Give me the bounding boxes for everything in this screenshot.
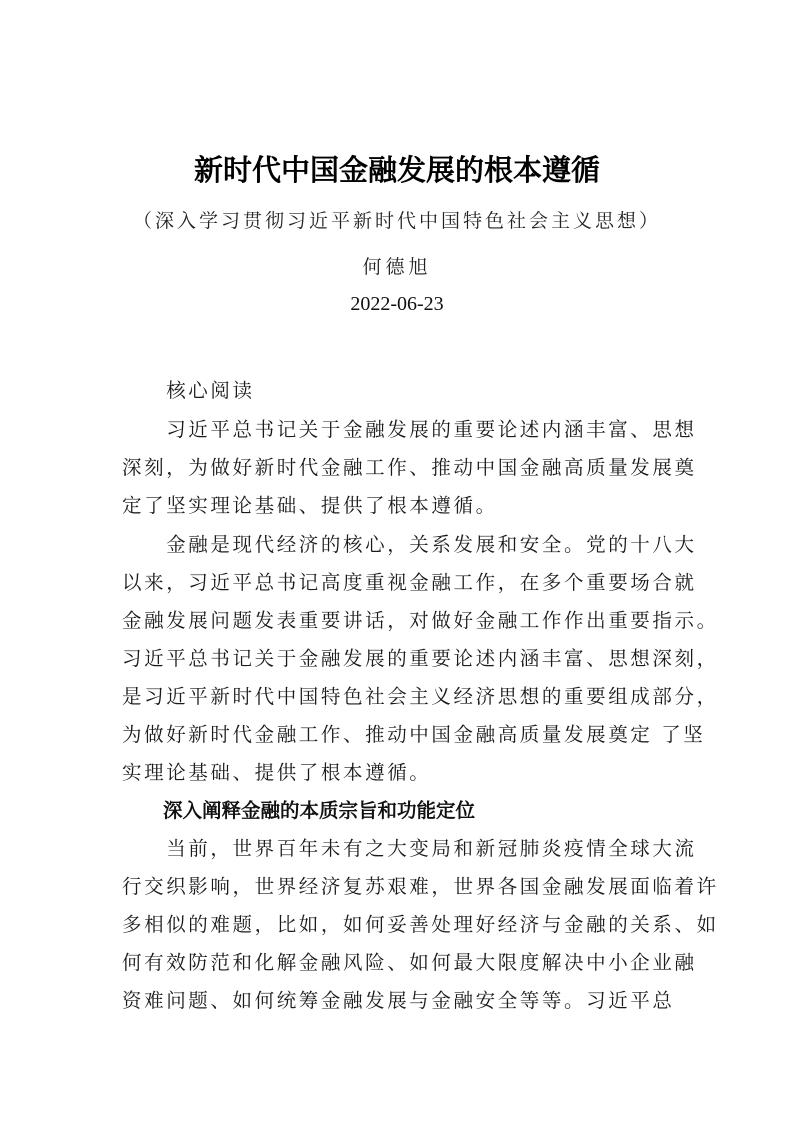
body-line: 核心阅读 xyxy=(122,379,255,402)
body-line: 习近平总书记关于金融发展的重要论述内涵丰富、思想 xyxy=(122,418,697,441)
body-line: 习近平总书记关于金融发展的重要论述内涵丰富、思想深刻， xyxy=(122,647,719,670)
body-line: 多相似的难题，比如，如何妥善处理好经济与金融的关系、如 xyxy=(122,913,719,936)
body-line: 为做好新时代金融工作、推动中国金融高质量发展奠定 了坚 xyxy=(122,723,706,746)
body-line: 当前，世界百年未有之大变局和新冠肺炎疫情全球大流 xyxy=(122,837,697,860)
section-heading: 深入阐释金融的本质宗旨和功能定位 xyxy=(163,799,476,822)
document-subtitle: （深入学习贯彻习近平新时代中国特色社会主义思想） xyxy=(132,210,661,232)
body-line: 何有效防范和化解金融风险、如何最大限度解决中小企业融 xyxy=(122,951,697,974)
body-line: 是习近平新时代中国特色社会主义经济思想的重要组成部分， xyxy=(122,685,719,708)
body-line: 实理论基础、提供了根本遵循。 xyxy=(122,761,432,784)
body-line: 金融发展问题发表重要讲话，对做好金融工作作出重要指示。 xyxy=(122,609,719,632)
body-line: 以来，习近平总书记高度重视金融工作，在多个重要场合就 xyxy=(122,571,697,594)
body-line: 深刻，为做好新时代金融工作、推动中国金融高质量发展奠 xyxy=(122,456,697,479)
author-name: 何德旭 xyxy=(362,256,432,278)
body-line: 资难问题、如何统筹金融发展与金融安全等等。习近平总 xyxy=(122,989,675,1012)
publish-date: 2022-06-23 xyxy=(350,293,444,315)
body-line: 金融是现代经济的核心，关系发展和安全。党的十八大 xyxy=(122,533,697,556)
document-title: 新时代中国金融发展的根本遵循 xyxy=(193,153,600,187)
body-line: 定了坚实理论基础、提供了根本遵循。 xyxy=(122,494,498,517)
body-line: 行交织影响，世界经济复苏艰难，世界各国金融发展面临着许 xyxy=(122,875,719,898)
